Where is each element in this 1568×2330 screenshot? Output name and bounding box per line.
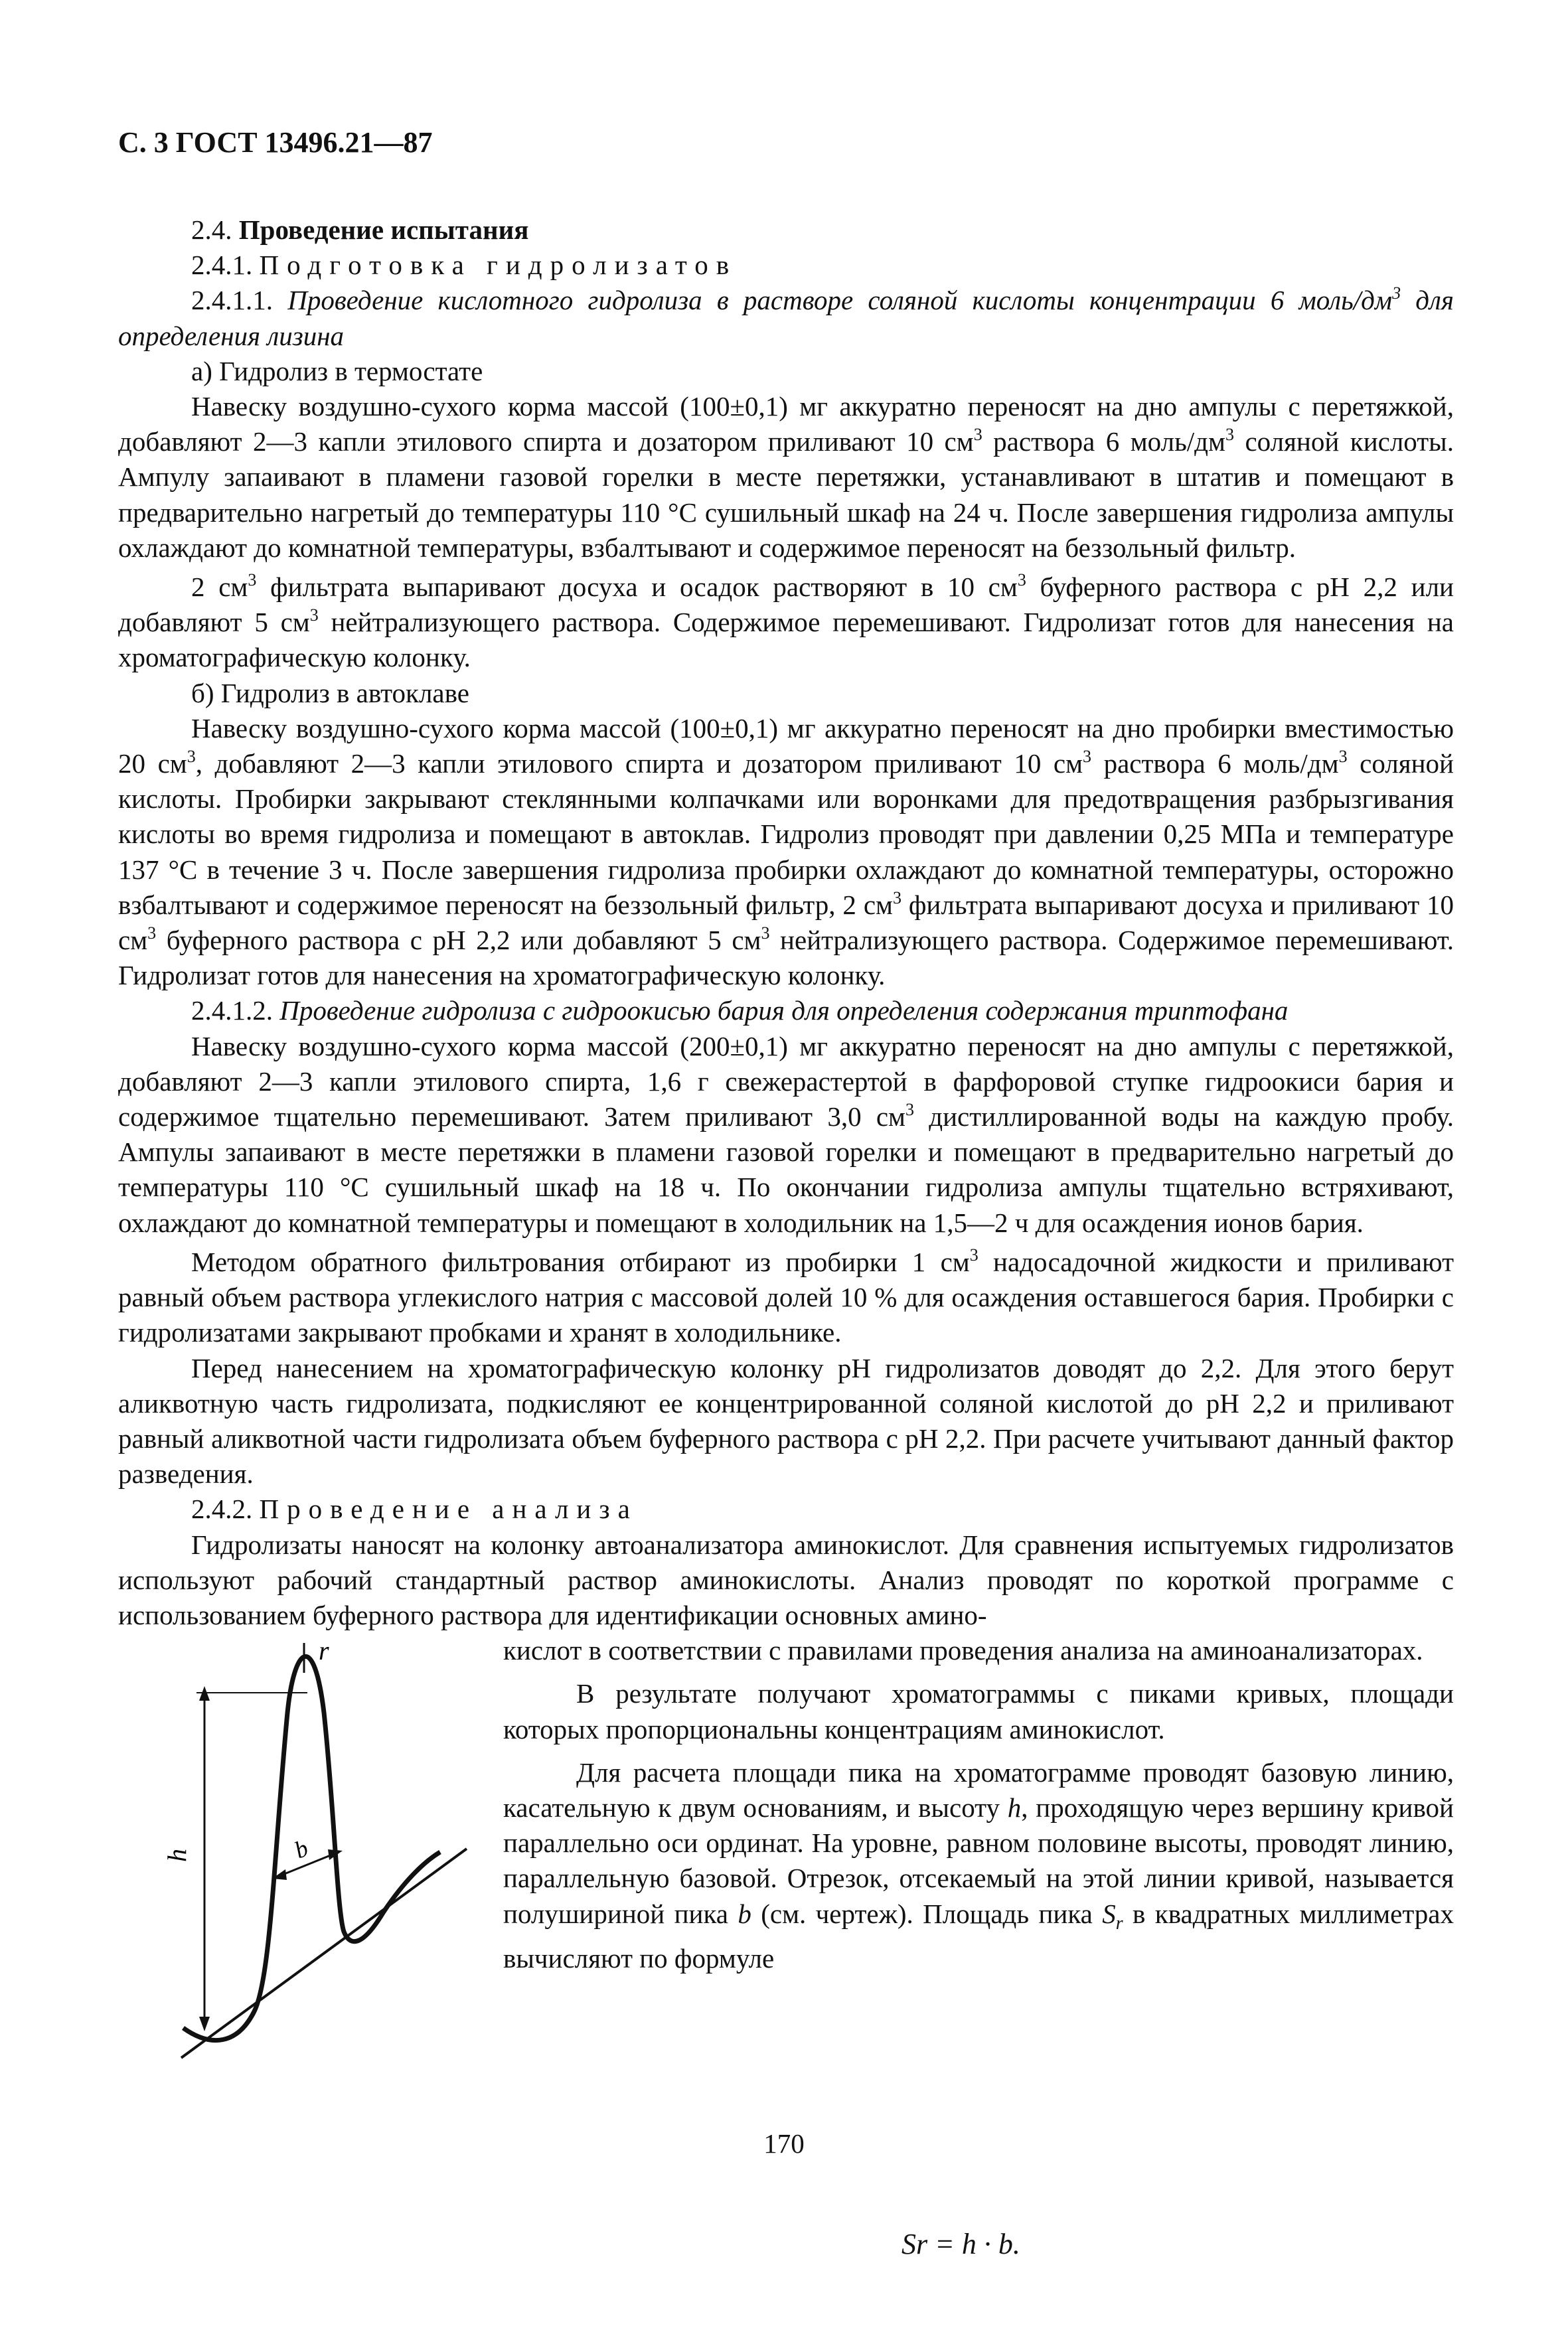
paragraph: 2 $см^3$ фильтрата выпаривают досуха и осадок растворяют в 10 $см^3$ буферного раствора с рН 2,2 или добавляют 5 $см^3$ нейтрализующего раствора. Содержимое перемешивают. Гидролизат готов для нанесения на хроматографическую колонку. xyxy=(118,570,1454,673)
section-number: 2.4.1. xyxy=(191,250,253,281)
paragraph: Перед нанесением на хроматографическую колонку рН гидролизатов доводят до 2,2. Для этого берут аликвотную часть гидролизата, подкисляют ее концентрированной соляной кислотой до рН 2,2 и приливают равный аликвотной части гидролизата объем буферного раствора с рН 2,2. При расчете учитывают данный фактор разведения. xyxy=(118,1352,1454,1490)
area-formula: Sr = h · b. xyxy=(902,2228,1020,2261)
paragraph: Для расчета площади пика на хроматограмме проводят базовую линию, касательную к двум основаниям, и высоту h, проходящую через вершину кривой параллельно оси ординат. На уровне, равном половине высоты, проводят линию, параллельную базовой. Отрезок, отсекаемый на этой линии кривой, называется полушириной пика b (см. чертеж). Площадь пика $S_r$ в квадратных миллиметрах вычисляют по формуле xyxy=(503,1756,1454,1974)
paragraph: Навеску воздушно-сухого корма массой (200±0,1) мг аккуратно переносят на дно ампулы с перетяжкой, добавляют 2—3 капли этилового спирта, 1,6 г свежерастертой в фарфоровой ступке гидроокиси бария и содержимое тщательно перемешивают. Затем приливают 3,0 $см^3$ дистиллированной воды на каждую пробу. Ампулы запаивают в месте перетяжки в пламени газовой горелки и помещают в предварительно нагретый до температуры 110 °С сушильный шкаф на 18 ч. По окончании гидролиза ампулы тщательно встряхивают, охлаждают до комнатной температуры и помещают в холодильник на 1,5—2 ч для осаждения ионов бария. xyxy=(118,1030,1454,1238)
page-number: 170 xyxy=(763,2128,805,2159)
document-page xyxy=(118,123,1454,2330)
section-2-4-heading xyxy=(118,212,1454,248)
document-header: С. 3 ГОСТ 13496.21—87 xyxy=(118,126,433,159)
section-2-4-1-2-heading xyxy=(118,993,1454,1028)
paragraph: Навеску воздушно-сухого корма массой (100±0,1) мг аккуратно переносят на дно пробирки вместимостью 20 $см^3$, добавляют 2—3 капли этилового спирта и дозатором приливают 10 $см^3$ раствора 6 моль/$дм^3$ соляной кислоты. Пробирки закрывают стеклянными колпачками или воронками для предотвращения разбрызгивания кислоты во время гидролиза и помещают в автоклав. Гидролиз проводят при давлении 0,25 МПа и температуре 137 °С в течение 3 ч. После завершения гидролиза пробирки охлаждают до комнатной температуры, осторожно взбалтывают и содержимое переносят на беззольный фильтр, 2 $см^3$ фильтрата выпаривают досуха и приливают 10 $см^3$ буферного раствора с рН 2,2 или добавляют 5 $см^3$ нейтрализующего раствора. Содержимое перемешивают. Гидролизат готов для нанесения на хроматографическую колонку. xyxy=(118,712,1454,991)
section-number: 2.4. xyxy=(191,214,232,245)
paragraph: В результате получают хроматограммы с пиками кривых, площади которых пропорциональны концентрациям аминокислот. xyxy=(503,1678,1454,1745)
paragraph: кислот в соответствии с правилами проведения анализа на аминоанализаторах. xyxy=(503,1635,1423,1666)
baseline-line xyxy=(181,1849,467,2058)
paragraph: Гидролизаты наносят на колонку автоанализатора аминокислот. Для сравнения испытуемых гидролизатов используют рабочий стандартный раствор аминокислоты. Анализ проводят по короткой программе с использованием буферного раствора для идентификации основных амино- xyxy=(118,1529,1454,1630)
paragraph: Навеску воздушно-сухого корма массой (100±0,1) мг аккуратно переносят на дно ампулы с перетяжкой, добавляют 2—3 капли этилового спирта и дозатором приливают 10 $см^3$ раствора 6 моль/$дм^3$ соляной кислоты. Ампулу запаивают в пламени газовой горелки в месте перетяжки, устанавливают в штатив и помещают в предварительно нагретый до температуры 110 °С сушильный шкаф на 24 ч. После завершения гидролиза ампулы охлаждают до комнатной температуры, взбалтывают и содержимое переносят на беззольный фильтр. xyxy=(118,391,1454,563)
peak-curve xyxy=(183,1656,440,2040)
figure-with-text xyxy=(118,1633,1454,2330)
subsection-a-title: а) Гидролиз в термостате xyxy=(191,355,483,386)
section-2-4-1-1-heading xyxy=(118,283,1454,353)
figure-side-text xyxy=(503,1633,1454,1976)
section-title: Проведение анализа xyxy=(259,1494,638,1525)
section-number: 2.4.1.1. xyxy=(191,285,273,316)
section-number: 2.4.1.2. xyxy=(191,995,273,1026)
label-r: r xyxy=(319,1636,329,1666)
label-b: b xyxy=(291,1834,312,1864)
subsection-b-title: б) Гидролиз в автоклаве xyxy=(191,677,469,708)
label-h: h xyxy=(162,1849,192,1863)
section-title: Проведение испытания xyxy=(238,214,529,245)
paragraph: Методом обратного фильтрования отбирают из пробирки 1 $см^3$ надосадочной жидкости и приливают равный объем раствора углекислого натрия с массовой долей 10 % для осаждения оставшегося бария. Пробирки с гидролизатами закрывают пробками и хранят в холодильнике. xyxy=(118,1245,1454,1348)
section-number: 2.4.2. xyxy=(191,1494,253,1525)
chromatogram-peak-figure xyxy=(145,1633,536,2297)
section-title: Проведение кислотного гидролиза в растворе соляной кислоты концентрации 6 моль/$дм^3$ для определения лизина xyxy=(118,283,1454,351)
section-2-4-1-heading xyxy=(118,248,1454,283)
height-arrow-bottom xyxy=(199,2017,210,2031)
section-title: Подготовка гидролизатов xyxy=(259,250,738,281)
section-2-4-2-heading xyxy=(118,1492,1454,1527)
section-title: Проведение гидролиза с гидроокисью бария для определения содержания триптофана xyxy=(279,995,1289,1026)
